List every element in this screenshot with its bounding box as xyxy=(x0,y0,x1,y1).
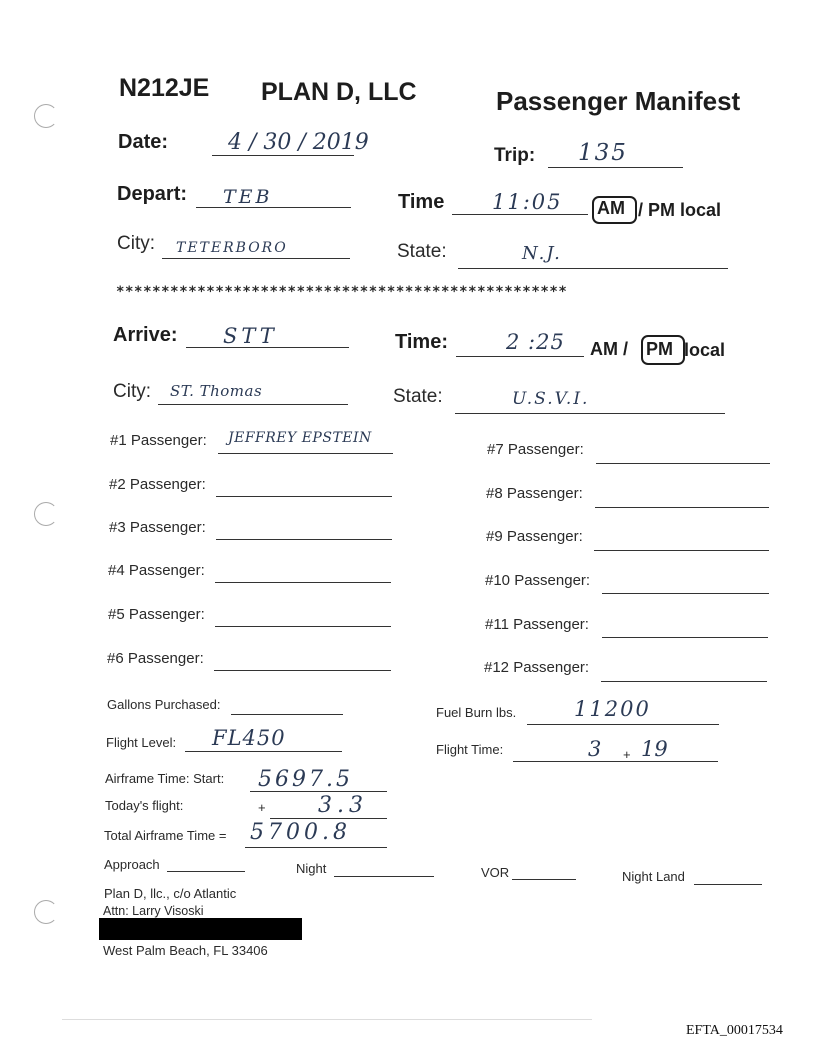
arrive-state-line xyxy=(455,413,725,414)
approach-line xyxy=(167,871,245,872)
company-name: PLAN D, LLC xyxy=(261,78,417,106)
arrive-value: STT xyxy=(223,324,278,348)
passenger-9-label: #9 Passenger: xyxy=(486,528,583,545)
arrive-label: Arrive: xyxy=(113,324,178,346)
total-airframe-label: Total Airframe Time = xyxy=(104,828,227,843)
depart-value: TEB xyxy=(223,186,273,208)
fuel-burn-label: Fuel Burn lbs. xyxy=(436,705,517,720)
trip-label: Trip: xyxy=(494,145,536,166)
fuel-burn-line xyxy=(527,724,719,725)
airframe-start-label: Airframe Time: Start: xyxy=(105,771,225,786)
arrive-am-label: AM / xyxy=(590,339,628,359)
arrive-city-line xyxy=(158,404,348,405)
binder-hole xyxy=(34,104,58,128)
trip-value: 135 xyxy=(578,140,628,166)
address-line-4: West Palm Beach, FL 33406 xyxy=(103,943,268,958)
flight-level-line xyxy=(185,751,342,752)
flight-level-label: Flight Level: xyxy=(106,735,177,750)
flight-time-minutes: 19 xyxy=(641,737,668,761)
passenger-8-label: #8 Passenger: xyxy=(486,485,583,502)
gallons-line xyxy=(231,714,343,715)
depart-label: Depart: xyxy=(117,183,188,205)
flight-time-label: Flight Time: xyxy=(436,742,504,757)
redaction-bar xyxy=(99,918,302,940)
address-line-1: Plan D, llc., c/o Atlantic xyxy=(104,886,237,901)
passenger-3-line xyxy=(216,539,392,540)
form-title: Passenger Manifest xyxy=(496,86,741,116)
date-value: 4 / 30 / 2019 xyxy=(228,130,369,155)
arrive-time-label: Time: xyxy=(395,331,448,353)
flight-time-line xyxy=(513,761,718,762)
depart-line xyxy=(196,207,351,208)
passenger-8-line xyxy=(595,507,769,508)
depart-city-line xyxy=(162,258,350,259)
flight-time-plus: + xyxy=(623,747,631,762)
depart-time-value: 11:05 xyxy=(492,190,563,214)
night-land-line xyxy=(694,884,762,885)
scan-edge-line xyxy=(62,1019,592,1020)
depart-time-line xyxy=(452,214,588,215)
passenger-2-line xyxy=(216,496,392,497)
approach-label: Approach xyxy=(104,857,160,872)
passenger-1-line xyxy=(218,453,393,454)
night-label: Night xyxy=(296,861,327,876)
passenger-6-label: #6 Passenger: xyxy=(107,650,204,667)
document-id: EFTA_00017534 xyxy=(686,1023,783,1038)
night-line xyxy=(334,876,434,877)
passenger-1-label: #1 Passenger: xyxy=(110,432,207,449)
passenger-4-label: #4 Passenger: xyxy=(108,562,205,579)
gallons-label: Gallons Purchased: xyxy=(107,697,221,712)
passenger-9-line xyxy=(594,550,769,551)
passenger-10-line xyxy=(602,593,769,594)
trip-line xyxy=(548,167,683,168)
passenger-12-label: #12 Passenger: xyxy=(484,659,590,676)
arrive-city-value: ST. Thomas xyxy=(170,382,263,400)
todays-flight-label: Today's flight: xyxy=(105,798,184,813)
todays-flight-line xyxy=(270,818,387,819)
night-land-label: Night Land xyxy=(622,869,685,884)
arrive-state-label: State: xyxy=(393,386,443,407)
passenger-6-line xyxy=(214,670,391,671)
passenger-4-line xyxy=(215,582,391,583)
passenger-5-label: #5 Passenger: xyxy=(108,606,205,623)
passenger-11-label: #11 Passenger: xyxy=(485,616,589,633)
arrive-pm-label: PM xyxy=(646,339,673,359)
vor-label: VOR xyxy=(481,865,510,880)
separator-asterisks: ************************************************** xyxy=(116,284,568,300)
date-label: Date: xyxy=(118,131,169,153)
flight-time-hours: 3 xyxy=(588,737,604,761)
depart-time-label: Time xyxy=(398,191,445,213)
passenger-11-line xyxy=(602,637,768,638)
arrive-time-value: 2 :25 xyxy=(506,330,565,354)
passenger-12-line xyxy=(601,681,767,682)
depart-state-label: State: xyxy=(397,241,447,262)
passenger-1-value: JEFFREY EPSTEIN xyxy=(228,430,372,446)
passenger-2-label: #2 Passenger: xyxy=(109,476,206,493)
passenger-7-label: #7 Passenger: xyxy=(487,441,584,458)
depart-pm-local-label: / PM local xyxy=(638,200,722,220)
arrive-state-value: U.S.V.I. xyxy=(512,389,590,409)
total-airframe-line xyxy=(245,847,387,848)
depart-state-line xyxy=(458,268,728,269)
vor-line xyxy=(512,879,576,880)
total-airframe-value: 5700.8 xyxy=(250,820,351,845)
arrive-city-label: City: xyxy=(113,381,151,402)
date-line xyxy=(212,155,354,156)
depart-am-label: AM xyxy=(597,198,625,218)
passenger-5-line xyxy=(215,626,391,627)
fuel-burn-value: 11200 xyxy=(574,697,651,721)
binder-hole xyxy=(34,900,58,924)
todays-flight-value: 3.3 xyxy=(318,793,368,818)
arrive-time-line xyxy=(456,356,584,357)
airframe-start-value: 5697.5 xyxy=(258,767,353,792)
depart-city-label: City: xyxy=(117,233,155,254)
passenger-7-line xyxy=(596,463,770,464)
flight-level-value: FL450 xyxy=(212,726,286,750)
tail-number: N212JE xyxy=(119,74,210,102)
passenger-10-label: #10 Passenger: xyxy=(485,572,591,589)
passenger-3-label: #3 Passenger: xyxy=(109,519,206,536)
address-line-2: Attn: Larry Visoski xyxy=(103,904,204,918)
depart-state-value: N.J. xyxy=(522,243,562,264)
todays-flight-plus: + xyxy=(258,800,266,815)
arrive-local-label: local xyxy=(684,340,726,360)
binder-hole xyxy=(34,502,58,526)
depart-city-value: TETERBORO xyxy=(176,240,288,256)
